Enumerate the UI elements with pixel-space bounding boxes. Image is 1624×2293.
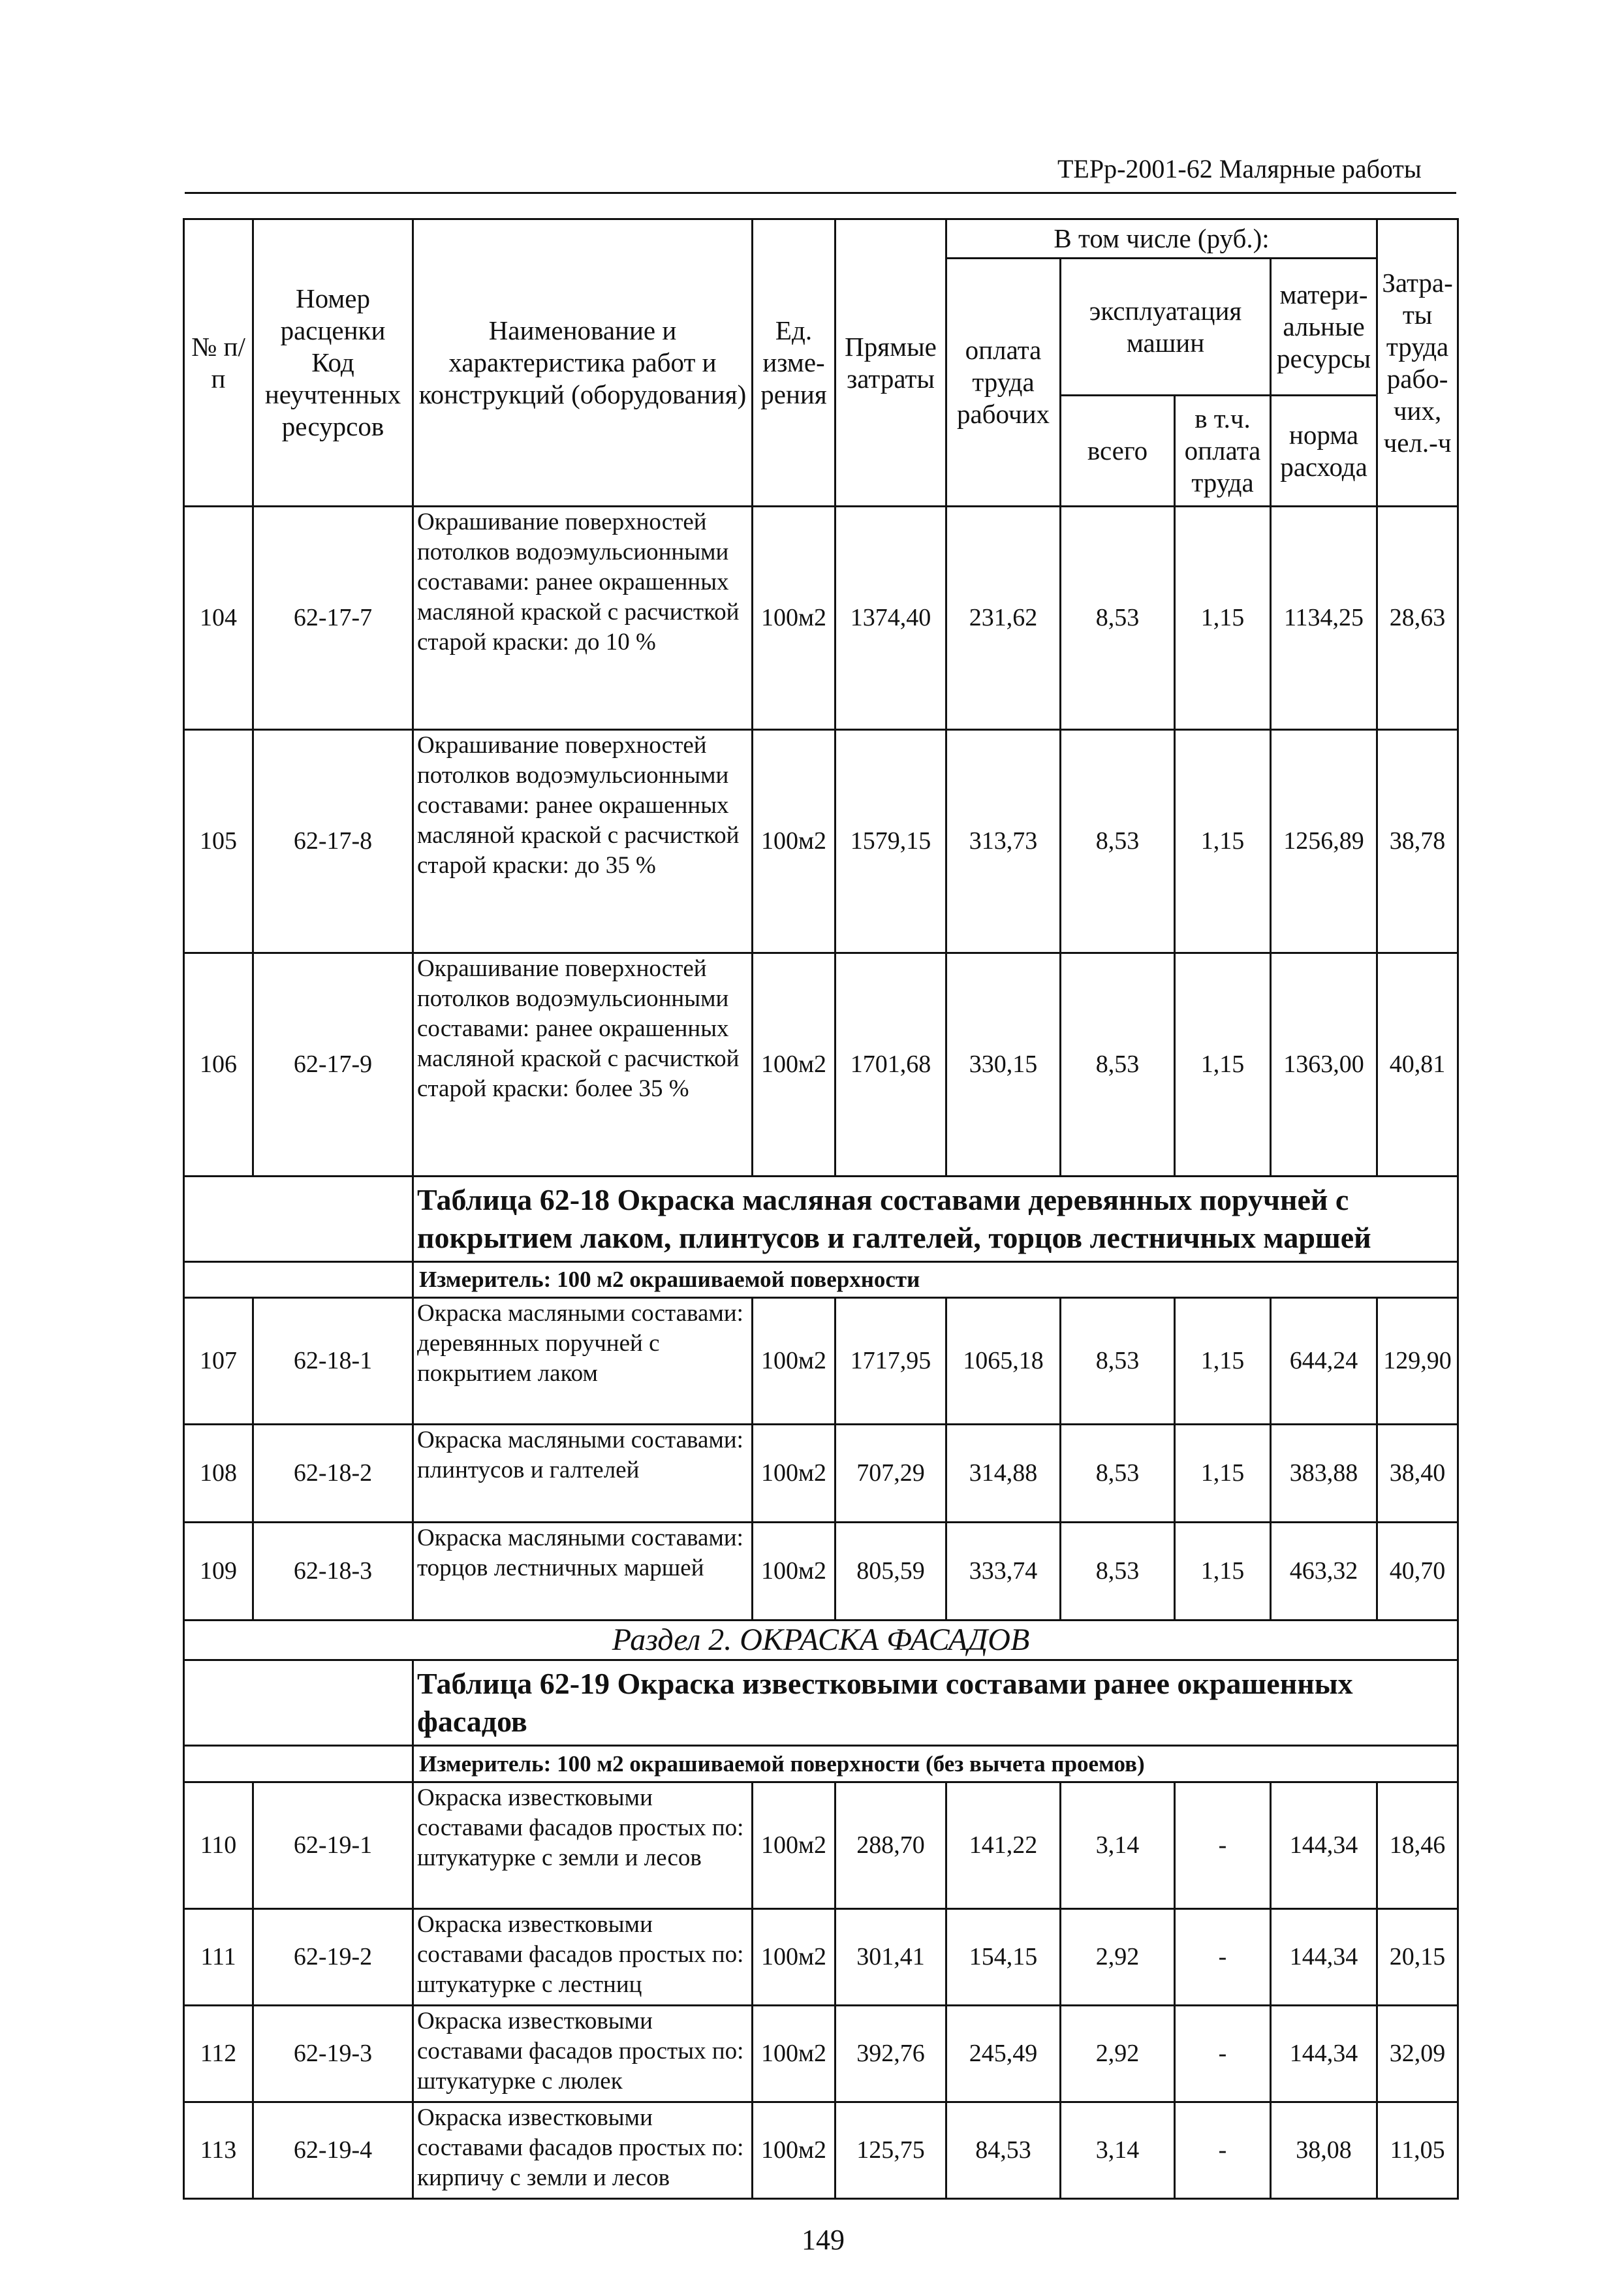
header-machines-total: всего	[1061, 396, 1175, 507]
header-name: Наименование и характеристика работ и конструкций (оборудования)	[413, 219, 753, 507]
cell-num: 107	[184, 1298, 253, 1425]
cell-materials: 644,24	[1271, 1298, 1377, 1425]
table-62-18-title: Таблица 62-18 Окраска масляная составами деревянных поручней с покрытием лаком, плинтусов и галтелей, торцов лестничных маршей	[413, 1177, 1458, 1262]
cell-machines: 2,92	[1061, 1909, 1175, 2006]
section-2-heading: Раздел 2. ОКРАСКА ФАСАДОВ	[184, 1621, 1458, 1660]
cell-materials: 144,34	[1271, 2006, 1377, 2102]
table-row	[184, 2102, 1458, 2199]
cell-unit: 100м2	[753, 953, 835, 1177]
cell-machines-wage: -	[1175, 2102, 1271, 2199]
cell-machines-wage: 1,15	[1175, 1523, 1271, 1621]
cell-direct: 1717,95	[835, 1298, 946, 1425]
meter-row	[184, 1262, 1458, 1298]
cell-code: 62-18-3	[253, 1523, 413, 1621]
cell-machines-wage: 1,15	[1175, 1298, 1271, 1425]
cell-labor: 40,70	[1377, 1523, 1458, 1621]
meter-row	[184, 1746, 1458, 1782]
cell-code: 62-18-1	[253, 1298, 413, 1425]
cell-direct: 288,70	[835, 1782, 946, 1909]
cell-machines-wage: 1,15	[1175, 953, 1271, 1177]
cell-materials: 463,32	[1271, 1523, 1377, 1621]
cell-name: Окрашивание поверхностей потолков водоэмульсионными составами: ранее окрашенных масляной краской с расчисткой старой краски: до 10 %	[413, 507, 753, 730]
cell-materials: 1363,00	[1271, 953, 1377, 1177]
cell-machines-wage: 1,15	[1175, 507, 1271, 730]
table-row	[184, 1523, 1458, 1621]
cell-machines-wage: -	[1175, 2006, 1271, 2102]
table-title-row	[184, 1660, 1458, 1746]
table-62-19-meter: Измеритель: 100 м2 окрашиваемой поверхности (без вычета проемов)	[413, 1746, 1458, 1782]
cell-code: 62-19-2	[253, 1909, 413, 2006]
cell-labor: 20,15	[1377, 1909, 1458, 2006]
cell-code: 62-18-2	[253, 1425, 413, 1523]
cell-code: 62-19-3	[253, 2006, 413, 2102]
cell-name: Окрашивание поверхностей потолков водоэмульсионными составами: ранее окрашенных масляной краской с расчисткой старой краски: более 35 %	[413, 953, 753, 1177]
cell-direct: 805,59	[835, 1523, 946, 1621]
cell-materials: 38,08	[1271, 2102, 1377, 2199]
header-rule	[185, 192, 1456, 194]
meter-spacer	[184, 1746, 413, 1782]
meter-spacer	[184, 1262, 413, 1298]
cell-unit: 100м2	[753, 730, 835, 953]
cell-num: 111	[184, 1909, 253, 2006]
header-code: Номер расценки Код неучтенных ресурсов	[253, 219, 413, 507]
cell-code: 62-19-1	[253, 1782, 413, 1909]
price-table-container	[183, 218, 1457, 2200]
cell-machines-wage: 1,15	[1175, 1425, 1271, 1523]
cell-name: Окраска масляными составами: плинтусов и галтелей	[413, 1425, 753, 1523]
cell-unit: 100м2	[753, 1782, 835, 1909]
cell-machines: 8,53	[1061, 507, 1175, 730]
header-machines-wage: в т.ч. оплата труда	[1175, 396, 1271, 507]
header-wage: оплата труда рабочих	[946, 259, 1061, 507]
cell-num: 106	[184, 953, 253, 1177]
cell-unit: 100м2	[753, 1425, 835, 1523]
cell-wage: 231,62	[946, 507, 1061, 730]
cell-num: 108	[184, 1425, 253, 1523]
cell-labor: 32,09	[1377, 2006, 1458, 2102]
table-row	[184, 1909, 1458, 2006]
cell-machines: 8,53	[1061, 953, 1175, 1177]
cell-labor: 38,78	[1377, 730, 1458, 953]
table-title-spacer	[184, 1177, 413, 1262]
cell-labor: 18,46	[1377, 1782, 1458, 1909]
cell-code: 62-19-4	[253, 2102, 413, 2199]
cell-unit: 100м2	[753, 507, 835, 730]
table-row	[184, 730, 1458, 953]
header-direct: Прямые затраты	[835, 219, 946, 507]
section-row	[184, 1621, 1458, 1660]
header-materials-norm: норма расхода	[1271, 396, 1377, 507]
cell-name: Окраска известковыми составами фасадов простых по: штукатурке с земли и лесов	[413, 1782, 753, 1909]
cell-machines: 8,53	[1061, 730, 1175, 953]
cell-direct: 125,75	[835, 2102, 946, 2199]
cell-wage: 313,73	[946, 730, 1061, 953]
table-row	[184, 2006, 1458, 2102]
cell-machines: 2,92	[1061, 2006, 1175, 2102]
table-62-18-meter: Измеритель: 100 м2 окрашиваемой поверхности	[413, 1262, 1458, 1298]
cell-labor: 28,63	[1377, 507, 1458, 730]
cell-labor: 38,40	[1377, 1425, 1458, 1523]
cell-name: Окраска масляными составами: торцов лестничных маршей	[413, 1523, 753, 1621]
page-number: 149	[802, 2224, 845, 2256]
running-header: ТЕРр-2001-62 Малярные работы	[1057, 154, 1422, 183]
header-materials: матери-альные ресурсы	[1271, 259, 1377, 396]
table-title-spacer	[184, 1660, 413, 1746]
cell-name: Окраска известковыми составами фасадов простых по: штукатурке с лестниц	[413, 1909, 753, 2006]
cell-wage: 141,22	[946, 1782, 1061, 1909]
header-incl: В том числе (руб.):	[946, 219, 1377, 259]
header-machines: эксплуатация машин	[1061, 259, 1271, 396]
cell-unit: 100м2	[753, 1523, 835, 1621]
price-table	[183, 218, 1459, 2200]
table-62-19-title: Таблица 62-19 Окраска известковыми составами ранее окрашенных фасадов	[413, 1660, 1458, 1746]
cell-wage: 330,15	[946, 953, 1061, 1177]
cell-unit: 100м2	[753, 1909, 835, 2006]
cell-unit: 100м2	[753, 2006, 835, 2102]
cell-num: 104	[184, 507, 253, 730]
cell-labor: 129,90	[1377, 1298, 1458, 1425]
header-labor: Затра-ты труда рабо-чих, чел.-ч	[1377, 219, 1458, 507]
cell-materials: 144,34	[1271, 1909, 1377, 2006]
cell-code: 62-17-7	[253, 507, 413, 730]
cell-materials: 144,34	[1271, 1782, 1377, 1909]
cell-machines: 3,14	[1061, 1782, 1175, 1909]
cell-name: Окрашивание поверхностей потолков водоэмульсионными составами: ранее окрашенных масляной краской с расчисткой старой краски: до 35 %	[413, 730, 753, 953]
cell-wage: 333,74	[946, 1523, 1061, 1621]
cell-direct: 1374,40	[835, 507, 946, 730]
table-row	[184, 1298, 1458, 1425]
cell-direct: 1579,15	[835, 730, 946, 953]
table-row	[184, 1425, 1458, 1523]
cell-materials: 383,88	[1271, 1425, 1377, 1523]
cell-unit: 100м2	[753, 1298, 835, 1425]
cell-num: 110	[184, 1782, 253, 1909]
cell-unit: 100м2	[753, 2102, 835, 2199]
cell-machines: 8,53	[1061, 1425, 1175, 1523]
table-row	[184, 1782, 1458, 1909]
table-row	[184, 507, 1458, 730]
cell-num: 112	[184, 2006, 253, 2102]
header-unit: Ед. изме-рения	[753, 219, 835, 507]
cell-machines-wage: -	[1175, 1782, 1271, 1909]
cell-direct: 707,29	[835, 1425, 946, 1523]
cell-name: Окраска масляными составами: деревянных поручней с покрытием лаком	[413, 1298, 753, 1425]
cell-labor: 40,81	[1377, 953, 1458, 1177]
cell-name: Окраска известковыми составами фасадов простых по: штукатурке с люлек	[413, 2006, 753, 2102]
cell-name: Окраска известковыми составами фасадов простых по: кирпичу с земли и лесов	[413, 2102, 753, 2199]
header-num: № п/п	[184, 219, 253, 507]
cell-machines: 8,53	[1061, 1298, 1175, 1425]
cell-wage: 154,15	[946, 1909, 1061, 2006]
cell-machines-wage: 1,15	[1175, 730, 1271, 953]
cell-wage: 245,49	[946, 2006, 1061, 2102]
cell-wage: 1065,18	[946, 1298, 1061, 1425]
cell-num: 105	[184, 730, 253, 953]
cell-direct: 301,41	[835, 1909, 946, 2006]
cell-labor: 11,05	[1377, 2102, 1458, 2199]
cell-materials: 1256,89	[1271, 730, 1377, 953]
cell-num: 113	[184, 2102, 253, 2199]
cell-direct: 392,76	[835, 2006, 946, 2102]
cell-code: 62-17-8	[253, 730, 413, 953]
cell-direct: 1701,68	[835, 953, 946, 1177]
table-row	[184, 953, 1458, 1177]
cell-machines: 3,14	[1061, 2102, 1175, 2199]
cell-machines-wage: -	[1175, 1909, 1271, 2006]
cell-wage: 84,53	[946, 2102, 1061, 2199]
cell-wage: 314,88	[946, 1425, 1061, 1523]
cell-machines: 8,53	[1061, 1523, 1175, 1621]
table-title-row	[184, 1177, 1458, 1262]
cell-num: 109	[184, 1523, 253, 1621]
cell-code: 62-17-9	[253, 953, 413, 1177]
cell-materials: 1134,25	[1271, 507, 1377, 730]
